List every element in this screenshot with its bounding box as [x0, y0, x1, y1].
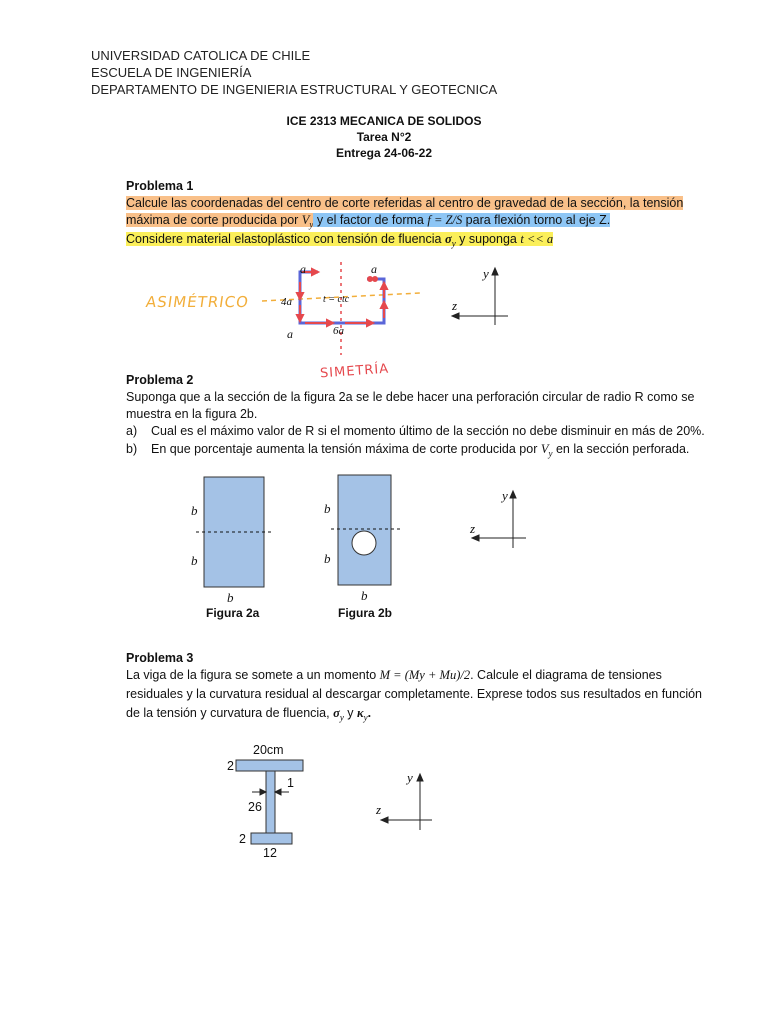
- p2-item-b-marker: b): [126, 442, 138, 456]
- annotation-symmetry: SIMETRÍA: [319, 361, 390, 382]
- p1-line-3-start: Considere material elastoplástico con tensión de fluencia: [126, 232, 445, 246]
- p3-kappa: κ: [357, 706, 364, 720]
- p1-dim-a-top-left: a: [300, 262, 306, 276]
- p2-line-1: Suponga que a la sección de la figura 2a se le debe hacer una perforación circular de radio R como se: [126, 390, 695, 404]
- i-beam-web: [266, 771, 275, 833]
- assignment-number: Tarea N°2: [356, 130, 412, 144]
- p2-item-a-text: Cual es el máximo valor de R si el momento último de la sección no debe disminuir en más de 20%.: [151, 424, 705, 438]
- p3-formula-m: M = (My + Mu)/2: [379, 668, 471, 682]
- p2-axis-y-label: y: [502, 488, 508, 503]
- p3-axis-y-label: y: [407, 770, 413, 785]
- fig-2b-b-lower: b: [324, 551, 331, 566]
- fig-2a-b-upper: b: [191, 503, 198, 518]
- p2-var-v: V: [540, 442, 549, 456]
- fig-2b-rect: [338, 475, 391, 585]
- p2-line-2: muestra en la figura 2b.: [126, 407, 258, 421]
- p1-sigma-sub: y: [451, 238, 456, 249]
- p1-line-3-mid: y suponga: [455, 232, 521, 246]
- p1-sigma: σ: [444, 232, 452, 246]
- problem-3-title: Problema 3: [126, 651, 194, 665]
- p3-and: y: [343, 706, 358, 720]
- p3-sigma: σ: [333, 706, 340, 720]
- p1-line-2-end: para flexión torno al eje Z.: [462, 213, 611, 227]
- p2-axis-z-label: z: [470, 521, 476, 536]
- i-beam-top-flange: [236, 760, 303, 771]
- p3-axis-z-label: z: [376, 802, 382, 817]
- p1-formula-f: f = Z/S: [427, 213, 463, 227]
- fig-2b-hole: [352, 531, 376, 555]
- due-date: Entrega 24-06-22: [335, 146, 433, 160]
- p1-axis-y-label: y: [483, 266, 489, 281]
- p1-axes: [452, 268, 508, 325]
- fig-2b-b-upper: b: [324, 501, 331, 516]
- i-beam-height-label: 26: [248, 800, 262, 814]
- p1-thickness-label: t = ctc: [323, 294, 350, 305]
- p2-item-b-text: En que porcentaje aumenta la tensión máxima de corte producida por: [151, 442, 541, 456]
- p1-axis-z-label: z: [452, 298, 458, 313]
- i-beam-width-bottom: 12: [263, 846, 277, 860]
- annotation-asymmetric: ASIMÉTRICO: [144, 293, 251, 311]
- i-beam-web-label: 1: [287, 776, 294, 790]
- p1-var-v-sub: y: [309, 219, 314, 230]
- fig-2a-b-bottom: b: [227, 590, 234, 605]
- i-beam-bottom-flange: [251, 833, 292, 844]
- p1-dim-6a: 6a: [333, 325, 344, 337]
- university-name: UNIVERSIDAD CATOLICA DE CHILE: [91, 48, 311, 63]
- course-title: ICE 2313 MECANICA DE SOLIDOS: [286, 114, 482, 128]
- school-name: ESCUELA DE INGENIERÍA: [91, 65, 252, 80]
- p1-formula-t: t << a: [520, 232, 554, 246]
- p2-item-a-marker: a): [126, 424, 138, 438]
- fig-2b-b-bottom: b: [361, 588, 368, 603]
- department-name: DEPARTAMENTO DE INGENIERIA ESTRUCTURAL Y GEOTECNICA: [91, 82, 498, 97]
- p1-var-v: V: [301, 213, 310, 227]
- p2-item-b-end: en la sección perforada.: [552, 442, 690, 456]
- p3-kappa-sub: y: [363, 712, 368, 723]
- p3-line-1-end: . Calcule el diagrama de tensiones: [470, 668, 662, 682]
- p2-var-v-sub: y: [548, 448, 553, 459]
- p3-sigma-sub: y: [339, 712, 344, 723]
- p2-item-a: [126, 424, 705, 438]
- problem-1-title: Problema 1: [126, 179, 194, 193]
- i-beam-flange-top-label: 2: [227, 759, 234, 773]
- problem-2-title: Problema 2: [126, 373, 194, 387]
- p3-line-2: residuales y la curvatura residual al descargar completamente. Exprese todos sus resultados en función: [126, 687, 703, 701]
- p2-axes: [472, 491, 526, 548]
- p1-line-1-highlight: Calcule las coordenadas del centro de corte referidas al centro de gravedad de la sección,: [126, 196, 627, 210]
- p1-dim-a-top-right: a: [371, 262, 377, 276]
- fig-2b-caption: Figura 2b: [338, 606, 393, 620]
- i-beam-width-top: 20cm: [253, 743, 284, 757]
- p3-line-3: [126, 706, 371, 723]
- p3-line-3-start: de la tensión y curvatura de fluencia,: [126, 706, 334, 720]
- p1-dim-a-left: a: [287, 327, 293, 341]
- p1-line-2-start: máxima de corte producida por: [126, 213, 302, 227]
- p1-line-1-end: la tensión: [626, 196, 684, 210]
- p2-item-b: [126, 442, 689, 459]
- p1-line-2-mid: y el factor de forma: [313, 213, 428, 227]
- fig-2a-b-lower: b: [191, 553, 198, 568]
- p3-line-1: [126, 668, 662, 683]
- i-beam-flange-bottom-label: 2: [239, 832, 246, 846]
- p1-dim-4a: 4a: [281, 296, 292, 308]
- fig-2a-caption: Figura 2a: [206, 606, 260, 620]
- p3-line-1-start: La viga de la figura se somete a un momento: [126, 668, 380, 682]
- p3-period: .: [367, 706, 372, 720]
